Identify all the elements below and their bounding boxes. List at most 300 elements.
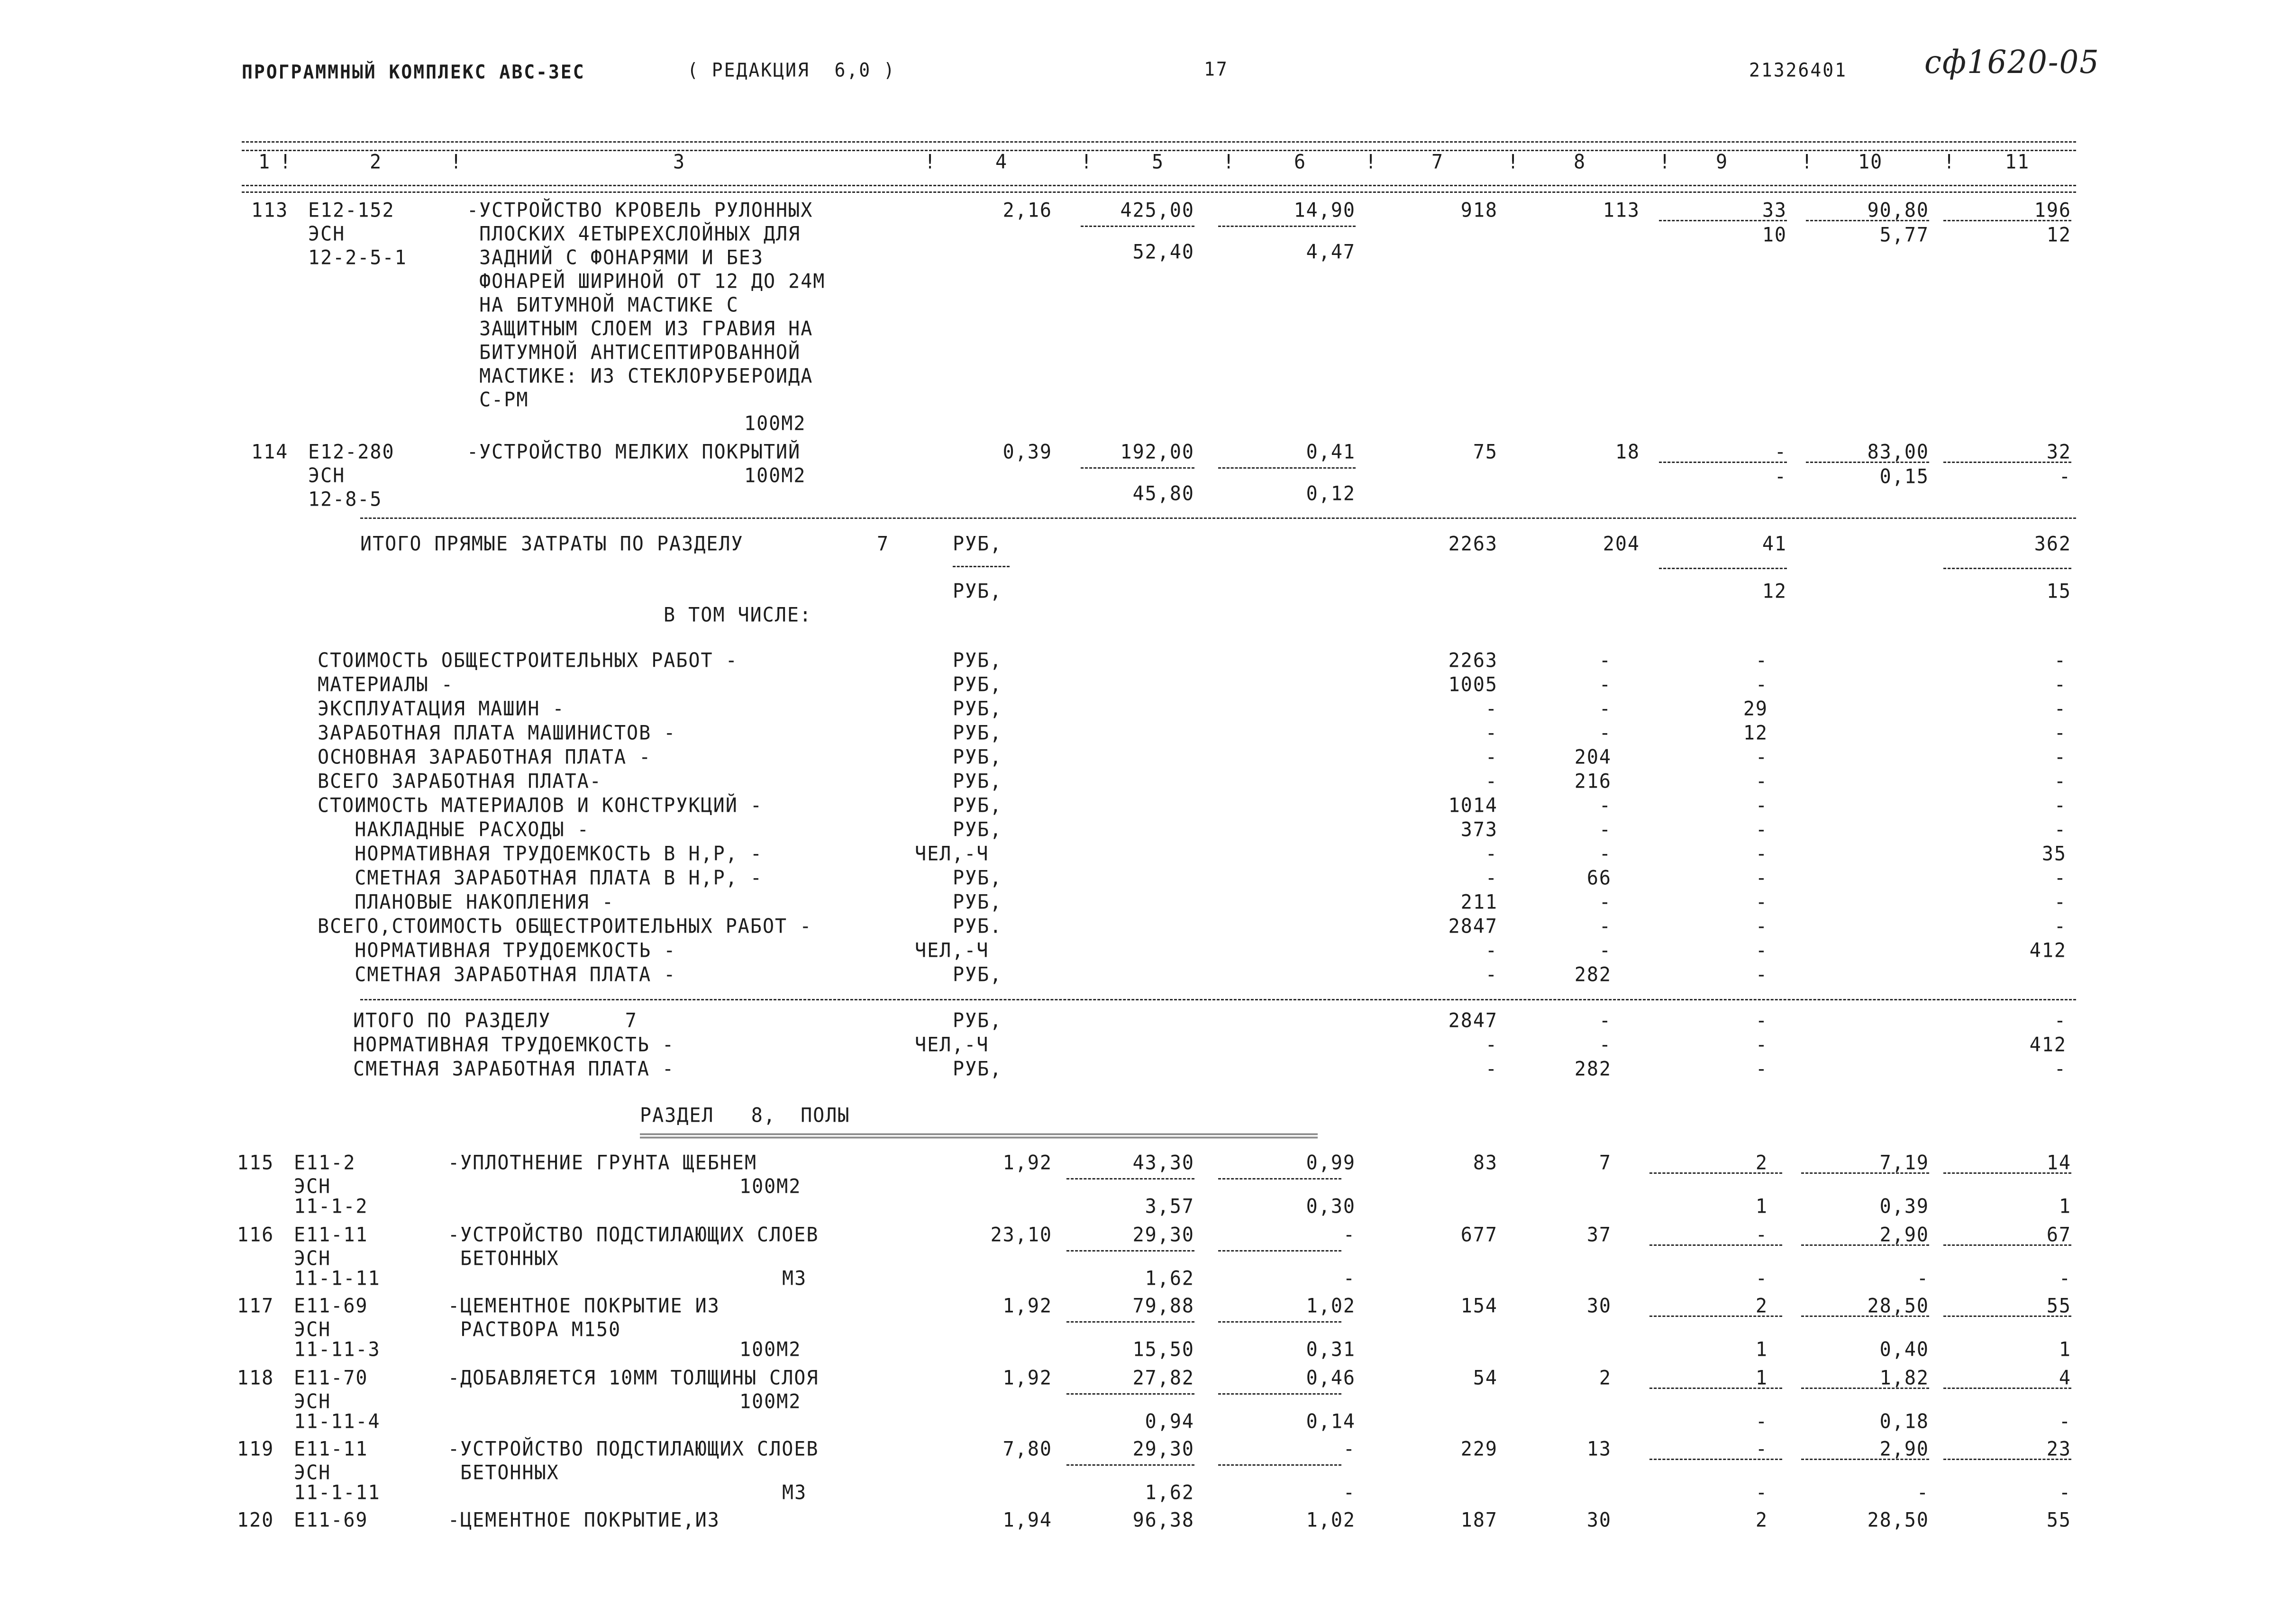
item-code: Е11-69 bbox=[294, 1294, 368, 1318]
breakdown-label: ЭКСПЛУАТАЦИЯ МАШИН - bbox=[318, 697, 565, 721]
breakdown-labor: - bbox=[2054, 794, 2067, 817]
item-description-line: -УСТРОЙСТВО МЕЛКИХ ПОКРЫТИЙ bbox=[467, 440, 801, 464]
machine-labor-total: - bbox=[2059, 1410, 2071, 1433]
section-title-underline bbox=[640, 1134, 1318, 1138]
item-unit: 100М2 bbox=[739, 1175, 802, 1198]
breakdown-unit: РУБ, bbox=[953, 866, 1002, 890]
breakdown-cost: - bbox=[1485, 745, 1498, 769]
section-total-label: СМЕТНАЯ ЗАРАБОТНАЯ ПЛАТА - bbox=[353, 1057, 675, 1081]
column-header-7: 7 bbox=[1431, 150, 1444, 174]
machine-wage: 0,31 bbox=[1306, 1338, 1356, 1361]
machine-labor: 0,18 bbox=[1879, 1410, 1929, 1433]
breakdown-wages: 66 bbox=[1586, 866, 1612, 890]
head-rule-bottom-2 bbox=[242, 191, 2076, 193]
machine-wage-total: - bbox=[1755, 1267, 1768, 1290]
breakdown-label: ВСЕГО,СТОИМОСТЬ ОБЩЕСТРОИТЕЛЬНЫХ РАБОТ - bbox=[318, 915, 812, 938]
unit-cost: 27,82 bbox=[1132, 1366, 1194, 1390]
sub-rule bbox=[1218, 1250, 1341, 1252]
machine-labor: 0,15 bbox=[1879, 465, 1929, 489]
unit-wage: 52,40 bbox=[1132, 240, 1194, 264]
section-total-labor: - bbox=[2054, 1009, 2067, 1033]
section-total-unit: ЧЕЛ,-Ч bbox=[915, 1033, 989, 1057]
column-separator: ! bbox=[1801, 150, 1814, 174]
page-number: 17 bbox=[1204, 58, 1229, 81]
machines-total: 2 bbox=[1755, 1508, 1768, 1532]
item-reference: 11-11-3 bbox=[294, 1338, 381, 1361]
sub-rule bbox=[1659, 568, 1787, 569]
item-code: Е11-11 bbox=[294, 1223, 368, 1247]
total-cost: 83 bbox=[1473, 1151, 1498, 1175]
sub-rule bbox=[1066, 1250, 1194, 1252]
unit-wage: 1,62 bbox=[1145, 1481, 1194, 1505]
wages: 13 bbox=[1586, 1437, 1612, 1461]
column-header-3: 3 bbox=[673, 150, 686, 174]
sub-rule bbox=[1649, 1244, 1782, 1246]
column-separator: ! bbox=[1507, 150, 1520, 174]
machine-cost: 0,46 bbox=[1306, 1366, 1356, 1390]
labor-per-unit: 28,50 bbox=[1867, 1294, 1929, 1318]
totals-machine-wage: 12 bbox=[1762, 580, 1787, 603]
breakdown-labor: - bbox=[2054, 673, 2067, 697]
breakdown-labor: - bbox=[2054, 745, 2067, 769]
machine-labor-total: - bbox=[2059, 1267, 2071, 1290]
totals-labor: 362 bbox=[2034, 532, 2071, 556]
program-title: ПРОГРАММНЫЙ КОМПЛЕКС АВС-3ЕС bbox=[242, 61, 585, 83]
total-cost: 75 bbox=[1473, 440, 1498, 464]
sub-rule bbox=[1218, 226, 1356, 227]
machine-labor-total: 1 bbox=[2059, 1195, 2071, 1218]
labor-total: 55 bbox=[2046, 1508, 2071, 1532]
breakdown-label: НОРМАТИВНАЯ ТРУДОЕМКОСТЬ - bbox=[318, 939, 676, 962]
item-base: ЭСН bbox=[294, 1175, 331, 1198]
unit-cost: 43,30 bbox=[1132, 1151, 1194, 1175]
breakdown-labor: - bbox=[2054, 770, 2067, 793]
item-code: Е12-152 bbox=[308, 199, 395, 222]
machine-labor: 5,77 bbox=[1879, 223, 1929, 247]
breakdown-unit: РУБ, bbox=[953, 649, 1002, 672]
item-description-line: -ЦЕМЕНТНОЕ ПОКРЫТИЕ,ИЗ bbox=[448, 1508, 720, 1532]
total-cost: 229 bbox=[1460, 1437, 1498, 1461]
machine-wage-total: - bbox=[1755, 1410, 1768, 1433]
column-header-8: 8 bbox=[1574, 150, 1586, 174]
item-unit: 100М2 bbox=[739, 1338, 802, 1361]
item-code: Е12-280 bbox=[308, 440, 395, 464]
breakdown-cost: 373 bbox=[1460, 818, 1498, 842]
sub-rule bbox=[1943, 568, 2071, 569]
machine-labor-total: 1 bbox=[2059, 1338, 2071, 1361]
breakdown-cost: - bbox=[1485, 770, 1498, 793]
sub-rule bbox=[1806, 220, 1929, 221]
item-reference: 12-8-5 bbox=[308, 488, 383, 511]
item-reference: 11-1-11 bbox=[294, 1481, 381, 1505]
sub-rule bbox=[1659, 462, 1787, 463]
breakdown-wages: - bbox=[1599, 697, 1612, 721]
breakdown-labor: - bbox=[2054, 915, 2067, 938]
breakdown-label: МАТЕРИАЛЫ - bbox=[318, 673, 454, 697]
wages: 18 bbox=[1615, 440, 1640, 464]
total-cost: 677 bbox=[1460, 1223, 1498, 1247]
breakdown-labor: - bbox=[2054, 818, 2067, 842]
totals-unit: РУБ, bbox=[953, 532, 1002, 556]
item-number: 115 bbox=[237, 1151, 274, 1175]
breakdown-machines: - bbox=[1755, 939, 1768, 962]
unit-cost: 79,88 bbox=[1132, 1294, 1194, 1318]
breakdown-wages: - bbox=[1599, 649, 1612, 672]
machine-labor: - bbox=[1916, 1481, 1929, 1505]
machine-cost: 0,99 bbox=[1306, 1151, 1356, 1175]
totals-cost: 2263 bbox=[1448, 532, 1498, 556]
item-base: ЭСН bbox=[308, 464, 346, 488]
machine-wage: 4,47 bbox=[1306, 240, 1356, 264]
labor-total: 14 bbox=[2046, 1151, 2071, 1175]
totals-machine-labor: 15 bbox=[2046, 580, 2071, 603]
sub-rule bbox=[1806, 462, 1929, 463]
breakdown-machines: 29 bbox=[1743, 697, 1768, 721]
column-separator: ! bbox=[1365, 150, 1378, 174]
quantity: 7,80 bbox=[1002, 1437, 1052, 1461]
breakdown-unit: РУБ, bbox=[953, 770, 1002, 793]
item-number: 113 bbox=[251, 199, 289, 222]
sub-rule bbox=[1066, 1464, 1194, 1466]
section-title: РАЗДЕЛ 8, ПОЛЫ bbox=[640, 1104, 850, 1127]
section-total-wages: - bbox=[1599, 1033, 1612, 1057]
item-reference: 11-1-2 bbox=[294, 1195, 368, 1218]
labor-per-unit: 83,00 bbox=[1867, 440, 1929, 464]
sub-rule bbox=[1801, 1172, 1929, 1174]
column-header-11: 11 bbox=[2005, 150, 2030, 174]
item-description-line: НА БИТУМНОЙ МАСТИКЕ С bbox=[467, 293, 739, 317]
section-total-machines: - bbox=[1755, 1057, 1768, 1081]
labor-total: 4 bbox=[2059, 1366, 2071, 1390]
section-total-wages: - bbox=[1599, 1009, 1612, 1033]
item-description-line: ПЛОСКИХ 4ЕТЫРЕХСЛОЙНЫХ ДЛЯ bbox=[467, 222, 801, 246]
machine-wage-total: 10 bbox=[1762, 223, 1787, 247]
machine-cost: - bbox=[1343, 1437, 1356, 1461]
breakdown-labor: - bbox=[2054, 649, 2067, 672]
section-total-label: ИТОГО ПО РАЗДЕЛУ 7 bbox=[353, 1009, 638, 1033]
item-unit: 100М2 bbox=[744, 464, 806, 488]
machine-cost: 1,02 bbox=[1306, 1508, 1356, 1532]
item-number: 120 bbox=[237, 1508, 274, 1532]
item-description-line: МАСТИКЕ: ИЗ СТЕКЛОРУБЕРОИДА bbox=[467, 364, 813, 388]
breakdown-cost: 1005 bbox=[1448, 673, 1498, 697]
section-total-wages: 282 bbox=[1574, 1057, 1612, 1081]
machine-wage: - bbox=[1343, 1481, 1356, 1505]
breakdown-wages: - bbox=[1599, 721, 1612, 745]
item-base: ЭСН bbox=[294, 1247, 331, 1270]
sub-rule bbox=[1801, 1459, 1929, 1460]
total-cost: 154 bbox=[1460, 1294, 1498, 1318]
machine-cost: 0,41 bbox=[1306, 440, 1356, 464]
breakdown-labor: - bbox=[2054, 866, 2067, 890]
item-unit: М3 bbox=[782, 1267, 807, 1290]
sub-rule bbox=[1943, 1388, 2071, 1389]
sub-rule bbox=[1943, 1244, 2071, 1246]
unit-wage: 3,57 bbox=[1145, 1195, 1194, 1218]
column-header-9: 9 bbox=[1716, 150, 1729, 174]
item-description-line: -ДОБАВЛЯЕТСЯ 10ММ ТОЛЩИНЫ СЛОЯ bbox=[448, 1366, 819, 1390]
quantity: 2,16 bbox=[1002, 199, 1052, 222]
section-total-labor: 412 bbox=[2029, 1033, 2067, 1057]
quantity: 0,39 bbox=[1002, 440, 1052, 464]
breakdown-wages: - bbox=[1599, 818, 1612, 842]
breakdown-cost: - bbox=[1485, 939, 1498, 962]
column-separator: ! bbox=[280, 150, 292, 174]
unit-wage: 45,80 bbox=[1132, 482, 1194, 506]
breakdown-unit: РУБ, bbox=[953, 890, 1002, 914]
section-total-cost: 2847 bbox=[1448, 1009, 1498, 1033]
breakdown-wages: 282 bbox=[1574, 963, 1612, 987]
machine-wage: 0,30 bbox=[1306, 1195, 1356, 1218]
breakdown-wages: 204 bbox=[1574, 745, 1612, 769]
machine-wage-total: 1 bbox=[1755, 1338, 1768, 1361]
document-code: 21326401 bbox=[1749, 59, 1848, 82]
machine-cost: 1,02 bbox=[1306, 1294, 1356, 1318]
breakdown-labor: - bbox=[2054, 890, 2067, 914]
item-description-line: ФОНАРЕЙ ШИРИНОЙ ОТ 12 ДО 24М bbox=[467, 270, 826, 293]
item-number: 117 bbox=[237, 1294, 274, 1318]
item-code: Е11-11 bbox=[294, 1437, 368, 1461]
totals-wages: 204 bbox=[1603, 532, 1640, 556]
breakdown-machines: - bbox=[1755, 745, 1768, 769]
machine-wage-total: - bbox=[1755, 1481, 1768, 1505]
machine-wage-total: 1 bbox=[1755, 1195, 1768, 1218]
column-header-4: 4 bbox=[995, 150, 1008, 174]
sub-rule bbox=[1218, 1464, 1341, 1466]
column-separator: ! bbox=[924, 150, 937, 174]
machines-total: 1 bbox=[1755, 1366, 1768, 1390]
column-separator: ! bbox=[1659, 150, 1672, 174]
labor-per-unit: 2,90 bbox=[1879, 1223, 1929, 1247]
sub-rule bbox=[1801, 1316, 1929, 1317]
item-description-line: -УПЛОТНЕНИЕ ГРУНТА ЩЕБНЕМ bbox=[448, 1151, 757, 1175]
machines-total: - bbox=[1755, 1223, 1768, 1247]
breakdown-cost: - bbox=[1485, 697, 1498, 721]
wages: 30 bbox=[1586, 1508, 1612, 1532]
breakdown-wages: - bbox=[1599, 915, 1612, 938]
item-base: ЭСН bbox=[308, 222, 346, 246]
breakdown-unit: РУБ, bbox=[953, 794, 1002, 817]
machine-wage-total: - bbox=[1774, 465, 1787, 489]
breakdown-machines: 12 bbox=[1743, 721, 1768, 745]
labor-per-unit: 90,80 bbox=[1867, 199, 1929, 222]
sub-rule bbox=[1943, 1316, 2071, 1317]
labor-per-unit: 2,90 bbox=[1879, 1437, 1929, 1461]
totals-rule bbox=[360, 517, 2076, 519]
breakdown-label: СТОИМОСТЬ ОБЩЕСТРОИТЕЛЬНЫХ РАБОТ - bbox=[318, 649, 738, 672]
sub-rule bbox=[1943, 462, 2071, 463]
labor-per-unit: 1,82 bbox=[1879, 1366, 1929, 1390]
machine-wage: - bbox=[1343, 1267, 1356, 1290]
sub-rule bbox=[1943, 1459, 2071, 1460]
breakdown-machines: - bbox=[1755, 794, 1768, 817]
section-total-unit: РУБ, bbox=[953, 1009, 1002, 1033]
breakdown-label: ВСЕГО ЗАРАБОТНАЯ ПЛАТА- bbox=[318, 770, 602, 793]
breakdown-cost: 2263 bbox=[1448, 649, 1498, 672]
breakdown-unit: РУБ, bbox=[953, 697, 1002, 721]
labor-per-unit: 7,19 bbox=[1879, 1151, 1929, 1175]
handwritten-note: сф1620-05 bbox=[1924, 44, 2100, 81]
breakdown-machines: - bbox=[1755, 842, 1768, 866]
breakdown-labor: - bbox=[2054, 721, 2067, 745]
breakdown-wages: - bbox=[1599, 794, 1612, 817]
column-header-6: 6 bbox=[1294, 150, 1307, 174]
total-cost: 187 bbox=[1460, 1508, 1498, 1532]
section-total-rule bbox=[360, 999, 2076, 1000]
item-description-line: -УСТРОЙСТВО ПОДСТИЛАЮЩИХ СЛОЕВ bbox=[448, 1223, 819, 1247]
breakdown-unit: ЧЕЛ,-Ч bbox=[915, 842, 989, 866]
item-number: 114 bbox=[251, 440, 289, 464]
item-reference: 11-1-11 bbox=[294, 1267, 381, 1290]
labor-total: 67 bbox=[2046, 1223, 2071, 1247]
item-unit: 100М2 bbox=[744, 412, 806, 435]
wages: 30 bbox=[1586, 1294, 1612, 1318]
sub-rule bbox=[1649, 1459, 1782, 1460]
machine-wage: 0,14 bbox=[1306, 1410, 1356, 1433]
item-description-line: ЗАДНИЙ С ФОНАРЯМИ И БЕЗ bbox=[467, 246, 764, 270]
machine-labor: - bbox=[1916, 1267, 1929, 1290]
breakdown-unit: РУБ. bbox=[953, 915, 1002, 938]
sub-rule bbox=[1801, 1388, 1929, 1389]
item-reference: 12-2-5-1 bbox=[308, 246, 407, 270]
column-header-5: 5 bbox=[1152, 150, 1165, 174]
sub-rule bbox=[953, 566, 1010, 567]
edition-label: ( РЕДАКЦИЯ 6,0 ) bbox=[687, 59, 896, 82]
item-description-line: -УСТРОЙСТВО КРОВЕЛЬ РУЛОННЫХ bbox=[467, 199, 813, 222]
item-description-line: -ЦЕМЕНТНОЕ ПОКРЫТИЕ ИЗ bbox=[448, 1294, 720, 1318]
item-unit: М3 bbox=[782, 1481, 807, 1505]
breakdown-cost: 211 bbox=[1460, 890, 1498, 914]
totals-unit-2: РУБ, bbox=[953, 580, 1002, 603]
breakdown-wages: - bbox=[1599, 939, 1612, 962]
section-total-machines: - bbox=[1755, 1033, 1768, 1057]
sub-rule bbox=[1218, 1393, 1341, 1395]
machines-total: - bbox=[1774, 440, 1787, 464]
machine-labor-total: - bbox=[2059, 465, 2071, 489]
breakdown-machines: - bbox=[1755, 673, 1768, 697]
head-rule-bottom bbox=[242, 185, 2076, 186]
breakdown-label: ЗАРАБОТНАЯ ПЛАТА МАШИНИСТОВ - bbox=[318, 721, 676, 745]
quantity: 1,94 bbox=[1002, 1508, 1052, 1532]
section-total-labor: - bbox=[2054, 1057, 2067, 1081]
machines-total: - bbox=[1755, 1437, 1768, 1461]
breakdown-wages: - bbox=[1599, 842, 1612, 866]
wages: 113 bbox=[1603, 199, 1640, 222]
totals-machines: 41 bbox=[1762, 532, 1787, 556]
breakdown-wages: - bbox=[1599, 673, 1612, 697]
sub-rule bbox=[1218, 1321, 1341, 1323]
including-label: В ТОМ ЧИСЛЕ: bbox=[664, 603, 812, 627]
total-cost: 918 bbox=[1460, 199, 1498, 222]
quantity: 1,92 bbox=[1002, 1366, 1052, 1390]
item-description-line: РАСТВОРА М150 bbox=[448, 1318, 621, 1342]
machine-wage: 0,12 bbox=[1306, 482, 1356, 506]
breakdown-cost: 2847 bbox=[1448, 915, 1498, 938]
item-base: ЭСН bbox=[294, 1461, 331, 1485]
sub-rule bbox=[1081, 467, 1194, 469]
breakdown-machines: - bbox=[1755, 770, 1768, 793]
section-total-unit: РУБ, bbox=[953, 1057, 1002, 1081]
breakdown-label: ПЛАНОВЫЕ НАКОПЛЕНИЯ - bbox=[318, 890, 614, 914]
breakdown-machines: - bbox=[1755, 890, 1768, 914]
wages: 7 bbox=[1599, 1151, 1612, 1175]
totals-label: ИТОГО ПРЯМЫЕ ЗАТРАТЫ ПО РАЗДЕЛУ bbox=[360, 532, 744, 556]
item-description-line: БИТУМНОЙ АНТИСЕПТИРОВАННОЙ bbox=[467, 341, 801, 364]
machine-labor: 0,39 bbox=[1879, 1195, 1929, 1218]
item-unit: 100М2 bbox=[739, 1390, 802, 1414]
item-description-line: -УСТРОЙСТВО ПОДСТИЛАЮЩИХ СЛОЕВ bbox=[448, 1437, 819, 1461]
item-code: Е11-69 bbox=[294, 1508, 368, 1532]
labor-total: 32 bbox=[2046, 440, 2071, 464]
column-separator: ! bbox=[450, 150, 463, 174]
breakdown-labor: 412 bbox=[2029, 939, 2067, 962]
item-description-line: ЗАЩИТНЫМ СЛОЕМ ИЗ ГРАВИЯ НА bbox=[467, 317, 813, 341]
item-description-line: С-РМ bbox=[467, 388, 529, 412]
breakdown-unit: РУБ, bbox=[953, 673, 1002, 697]
total-cost: 54 bbox=[1473, 1366, 1498, 1390]
breakdown-cost: - bbox=[1485, 866, 1498, 890]
wages: 37 bbox=[1586, 1223, 1612, 1247]
sub-rule bbox=[1218, 467, 1356, 469]
breakdown-cost: - bbox=[1485, 963, 1498, 987]
machines-total: 2 bbox=[1755, 1151, 1768, 1175]
machines-total: 33 bbox=[1762, 199, 1787, 222]
breakdown-cost: - bbox=[1485, 842, 1498, 866]
unit-cost: 192,00 bbox=[1120, 440, 1194, 464]
breakdown-unit: РУБ, bbox=[953, 963, 1002, 987]
breakdown-label: НАКЛАДНЫЕ РАСХОДЫ - bbox=[318, 818, 590, 842]
breakdown-unit: РУБ, bbox=[953, 818, 1002, 842]
unit-wage: 1,62 bbox=[1145, 1267, 1194, 1290]
unit-cost: 96,38 bbox=[1132, 1508, 1194, 1532]
item-base: ЭСН bbox=[294, 1390, 331, 1414]
item-number: 116 bbox=[237, 1223, 274, 1247]
labor-total: 23 bbox=[2046, 1437, 2071, 1461]
breakdown-wages: 216 bbox=[1574, 770, 1612, 793]
breakdown-unit: РУБ, bbox=[953, 721, 1002, 745]
column-header-10: 10 bbox=[1858, 150, 1883, 174]
breakdown-label: НОРМАТИВНАЯ ТРУДОЕМКОСТЬ В Н,Р, - bbox=[318, 842, 763, 866]
sub-rule bbox=[1649, 1388, 1782, 1389]
breakdown-label: ОСНОВНАЯ ЗАРАБОТНАЯ ПЛАТА - bbox=[318, 745, 652, 769]
sub-rule bbox=[1649, 1316, 1782, 1317]
labor-total: 55 bbox=[2046, 1294, 2071, 1318]
unit-cost: 29,30 bbox=[1132, 1437, 1194, 1461]
sub-rule bbox=[1943, 220, 2071, 221]
machine-labor-total: - bbox=[2059, 1481, 2071, 1505]
breakdown-cost: - bbox=[1485, 721, 1498, 745]
breakdown-labor: 35 bbox=[2041, 842, 2067, 866]
section-total-machines: - bbox=[1755, 1009, 1768, 1033]
unit-wage: 0,94 bbox=[1145, 1410, 1194, 1433]
sub-rule bbox=[1659, 220, 1787, 221]
item-number: 118 bbox=[237, 1366, 274, 1390]
sub-rule bbox=[1066, 1321, 1194, 1323]
item-description-line: БЕТОННЫХ bbox=[448, 1461, 559, 1485]
sub-rule bbox=[1081, 226, 1194, 227]
breakdown-label: СМЕТНАЯ ЗАРАБОТНАЯ ПЛАТА - bbox=[318, 963, 676, 987]
quantity: 1,92 bbox=[1002, 1294, 1052, 1318]
sub-rule bbox=[1649, 1172, 1782, 1174]
head-rule-top bbox=[242, 141, 2076, 143]
item-code: Е11-70 bbox=[294, 1366, 368, 1390]
quantity: 23,10 bbox=[990, 1223, 1052, 1247]
breakdown-machines: - bbox=[1755, 818, 1768, 842]
totals-section: 7 bbox=[877, 532, 890, 556]
item-base: ЭСН bbox=[294, 1318, 331, 1342]
sub-rule bbox=[1943, 1172, 2071, 1174]
breakdown-wages: - bbox=[1599, 890, 1612, 914]
